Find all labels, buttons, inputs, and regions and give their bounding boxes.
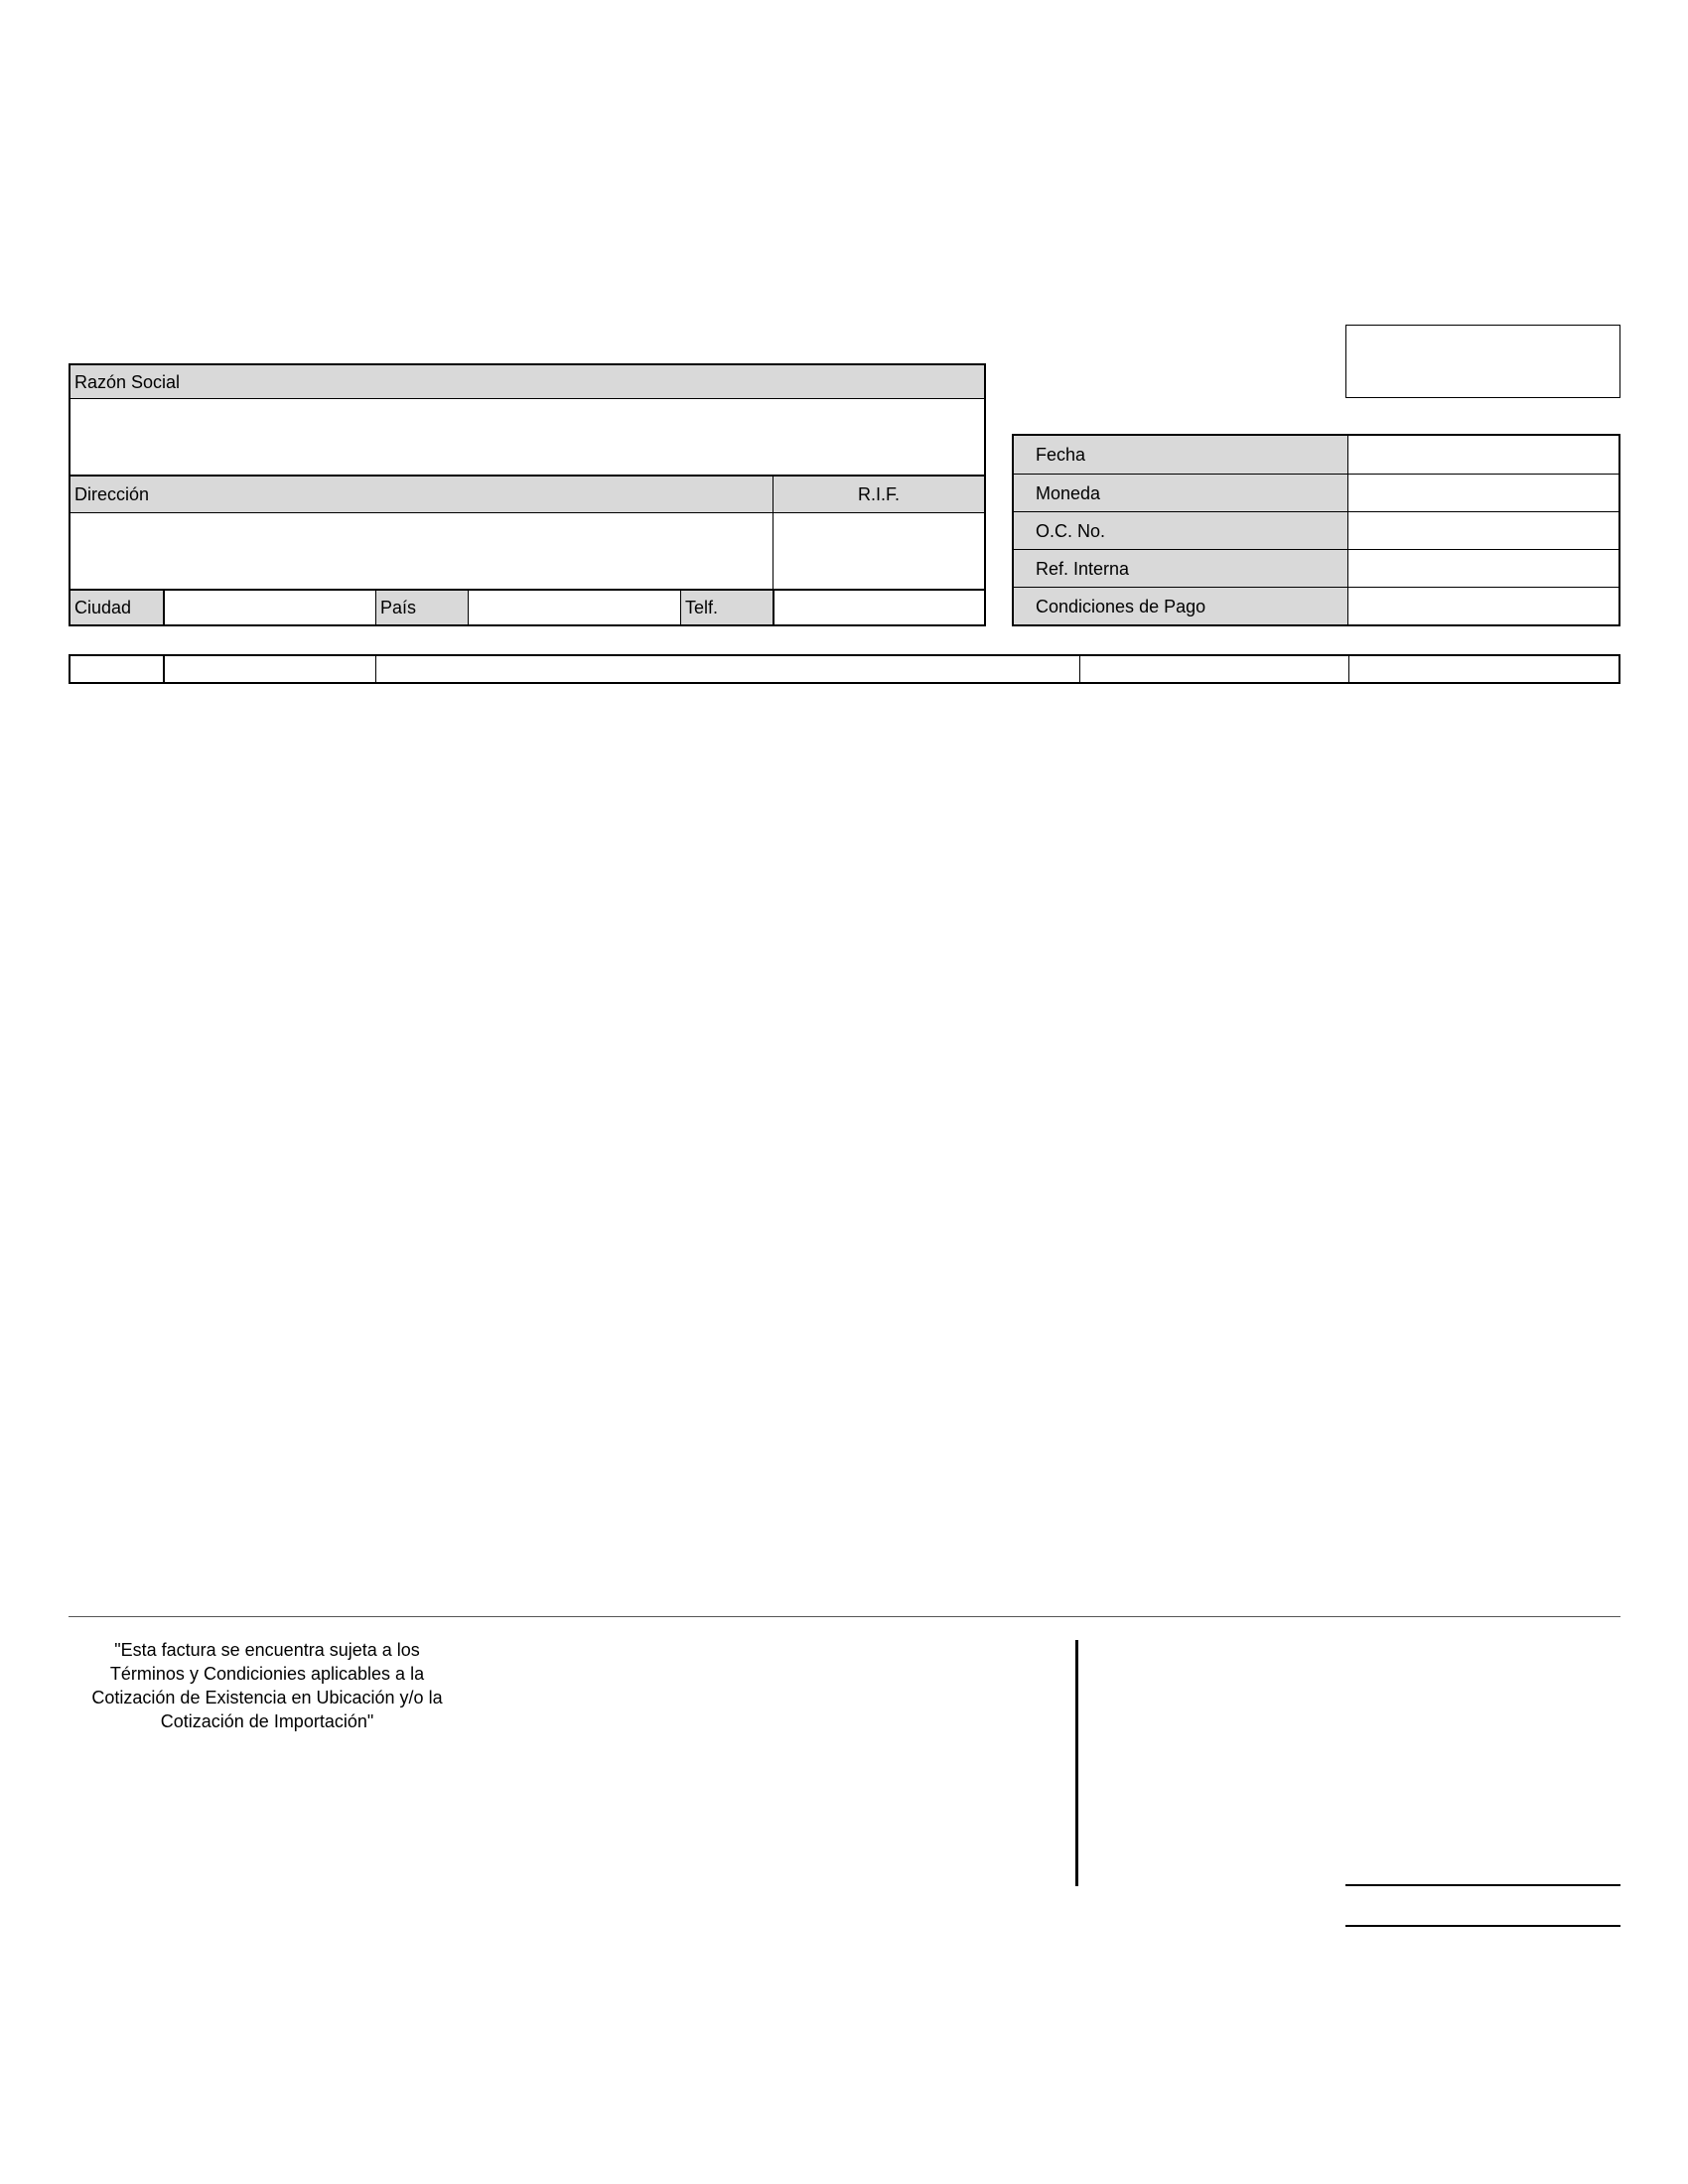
- terms-disclaimer: [69, 1638, 466, 1733]
- ciudad-header: [70, 589, 163, 624]
- oc-label: O.C. No.: [1036, 520, 1106, 541]
- items-col-1: [70, 656, 163, 682]
- moneda-field[interactable]: [1347, 474, 1618, 511]
- disclaimer-line-2: Términos y Condicionies aplicables a la: [109, 1664, 425, 1684]
- telf-label: Telf.: [685, 598, 719, 617]
- ciudad-label: Ciudad: [74, 598, 132, 617]
- condiciones-header: [1014, 587, 1347, 624]
- direccion-field[interactable]: [70, 513, 773, 589]
- items-col-2: [163, 656, 375, 682]
- ref-interna-field[interactable]: [1347, 549, 1618, 587]
- telf-header: [680, 589, 773, 624]
- ref-interna-header: [1014, 549, 1347, 587]
- fecha-header: [1014, 436, 1347, 474]
- client-info-box: [69, 363, 986, 626]
- ciudad-field[interactable]: [163, 589, 375, 624]
- footer-vertical-divider: [1075, 1640, 1078, 1886]
- disclaimer-line-4: Cotización de Importación": [160, 1711, 374, 1731]
- pais-label: País: [380, 598, 417, 617]
- totals-line-1: [1345, 1884, 1620, 1886]
- ref-interna-label: Ref. Interna: [1036, 558, 1130, 579]
- condiciones-label: Condiciones de Pago: [1036, 596, 1206, 616]
- fecha-field[interactable]: [1347, 436, 1618, 474]
- rif-header: [773, 475, 984, 513]
- oc-header: [1014, 511, 1347, 549]
- oc-field[interactable]: [1347, 511, 1618, 549]
- items-col-5: [1348, 656, 1618, 682]
- invoice-info-box: [1012, 434, 1620, 626]
- razon-social-label: Razón Social: [74, 371, 181, 392]
- footer-divider: [69, 1616, 1620, 1617]
- fecha-label: Fecha: [1036, 445, 1086, 465]
- moneda-header: [1014, 474, 1347, 511]
- items-header-row: [69, 654, 1620, 684]
- totals-line-2: [1345, 1925, 1620, 1927]
- items-col-4: [1079, 656, 1348, 682]
- pais-field[interactable]: [468, 589, 680, 624]
- telf-field[interactable]: [773, 589, 984, 624]
- direccion-header: [70, 475, 773, 513]
- items-col-3: [375, 656, 1079, 682]
- document-number-box[interactable]: [1345, 325, 1620, 398]
- direccion-label: Dirección: [74, 484, 150, 504]
- pais-header: [375, 589, 468, 624]
- razon-social-header: [70, 365, 984, 399]
- disclaimer-line-3: Cotización de Existencia en Ubicación y/o la: [91, 1688, 443, 1707]
- rif-label: R.I.F.: [857, 484, 900, 504]
- moneda-label: Moneda: [1036, 482, 1101, 503]
- rif-field[interactable]: [773, 513, 984, 589]
- disclaimer-line-1: "Esta factura se encuentra sujeta a los: [114, 1640, 420, 1660]
- razon-social-field[interactable]: [70, 399, 984, 475]
- condiciones-field[interactable]: [1347, 587, 1618, 624]
